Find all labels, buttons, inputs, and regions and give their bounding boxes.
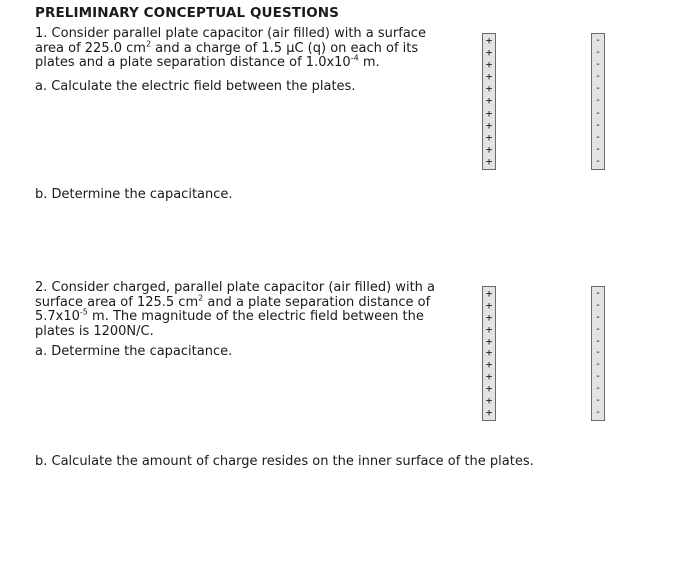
q1-negative-plate-charge-sign: - <box>594 35 602 47</box>
q1-line-3: plates and a plate separation distance of $1.0x10^{-4}$ m. <box>35 53 380 71</box>
q2-negative-plate-charge-sign: - <box>594 347 602 359</box>
q2-negative-plate-charge-sign: - <box>594 383 602 395</box>
q1-positive-plate-charge-sign: + <box>485 34 493 48</box>
q2-positive-plate-charge-sign: + <box>485 298 493 312</box>
q2-negative-plate-charge-sign: - <box>594 299 602 311</box>
q2-line-3: $5.7x10^{-5}$ m. The magnitude of the electric field between the <box>35 307 424 325</box>
q1-positive-plate-charge-sign: + <box>485 154 493 168</box>
page-title: PRELIMINARY CONCEPTUAL QUESTIONS <box>35 5 339 21</box>
q2-positive-plate-charge-sign: + <box>485 394 493 408</box>
q1-negative-plate-charge-sign: - <box>594 131 602 143</box>
q1-negative-plate-charge-sign: - <box>594 83 602 95</box>
q2-negative-plate-charge-sign: - <box>594 406 602 418</box>
q1-positive-plate-charge-sign: + <box>485 106 493 120</box>
q2-positive-plate-charge-sign: + <box>485 310 493 324</box>
q2-positive-plate-charge-sign: + <box>485 382 493 396</box>
q1-negative-plate-charge-sign: - <box>594 143 602 155</box>
q1-positive-plate-charge-sign: + <box>485 82 493 96</box>
q1-positive-plate <box>482 33 496 170</box>
q1-negative-plate-charge-sign: - <box>594 119 602 131</box>
q1-part-b: b. Determine the capacitance. <box>35 187 233 202</box>
q2-positive-plate-charge-sign: + <box>485 286 493 300</box>
q2-positive-plate-charge-sign: + <box>485 334 493 348</box>
q1-positive-plate-charge-sign: + <box>485 130 493 144</box>
q2-line-4: plates is 1200N/C. <box>35 323 154 339</box>
q2-negative-plate-charge-sign: - <box>594 323 602 335</box>
q1-negative-plate-charge-sign: - <box>594 47 602 59</box>
q1-negative-plate-charge-sign: - <box>594 155 602 167</box>
q1-positive-plate-charge-sign: + <box>485 94 493 108</box>
q1-line-1: 1. Consider parallel plate capacitor (air filled) with a surface <box>35 26 426 41</box>
q1-negative-plate <box>591 33 605 170</box>
q1-negative-plate-charge-sign: - <box>594 71 602 83</box>
q2-negative-plate-charge-sign: - <box>594 311 602 323</box>
q1-line-2: area of 225.0 $cm^2$ and a charge of 1.5 µC (q) on each of its <box>35 39 419 56</box>
q1-part-a: a. Calculate the electric field between the plates. <box>35 79 356 94</box>
q2-line-1: 2. Consider charged, parallel plate capacitor (air filled) with a <box>35 280 435 295</box>
q1-positive-plate-charge-sign: + <box>485 70 493 84</box>
q2-negative-plate-charge-sign: - <box>594 371 602 383</box>
q2-negative-plate-charge-sign: - <box>594 287 602 299</box>
q1-positive-plate-charge-sign: + <box>485 58 493 72</box>
q1-negative-plate-charge-sign: - <box>594 95 602 107</box>
q2-part-a: a. Determine the capacitance. <box>35 344 233 359</box>
q2-positive-plate-charge-sign: + <box>485 405 493 419</box>
q2-negative-plate-charge-sign: - <box>594 359 602 371</box>
q2-negative-plate-charge-sign: - <box>594 395 602 407</box>
q1-positive-plate-charge-sign: + <box>485 118 493 132</box>
question-2-text <box>35 281 455 339</box>
q1-negative-plate-charge-sign: - <box>594 59 602 71</box>
q1-negative-plate-charge-sign: - <box>594 107 602 119</box>
q2-line-2: surface area of 125.5 $cm^2$ and a plate separation distance of <box>35 293 431 310</box>
q2-positive-plate-charge-sign: + <box>485 322 493 336</box>
q2-negative-plate-charge-sign: - <box>594 335 602 347</box>
q2-positive-plate <box>482 286 496 421</box>
q1-positive-plate-charge-sign: + <box>485 142 493 156</box>
q1-positive-plate-charge-sign: + <box>485 46 493 60</box>
q2-positive-plate-charge-sign: + <box>485 346 493 360</box>
q2-part-b: b. Calculate the amount of charge resides on the inner surface of the plates. <box>35 454 534 469</box>
q2-negative-plate <box>591 286 605 421</box>
question-1-text <box>35 27 455 71</box>
q2-positive-plate-charge-sign: + <box>485 370 493 384</box>
q2-positive-plate-charge-sign: + <box>485 358 493 372</box>
